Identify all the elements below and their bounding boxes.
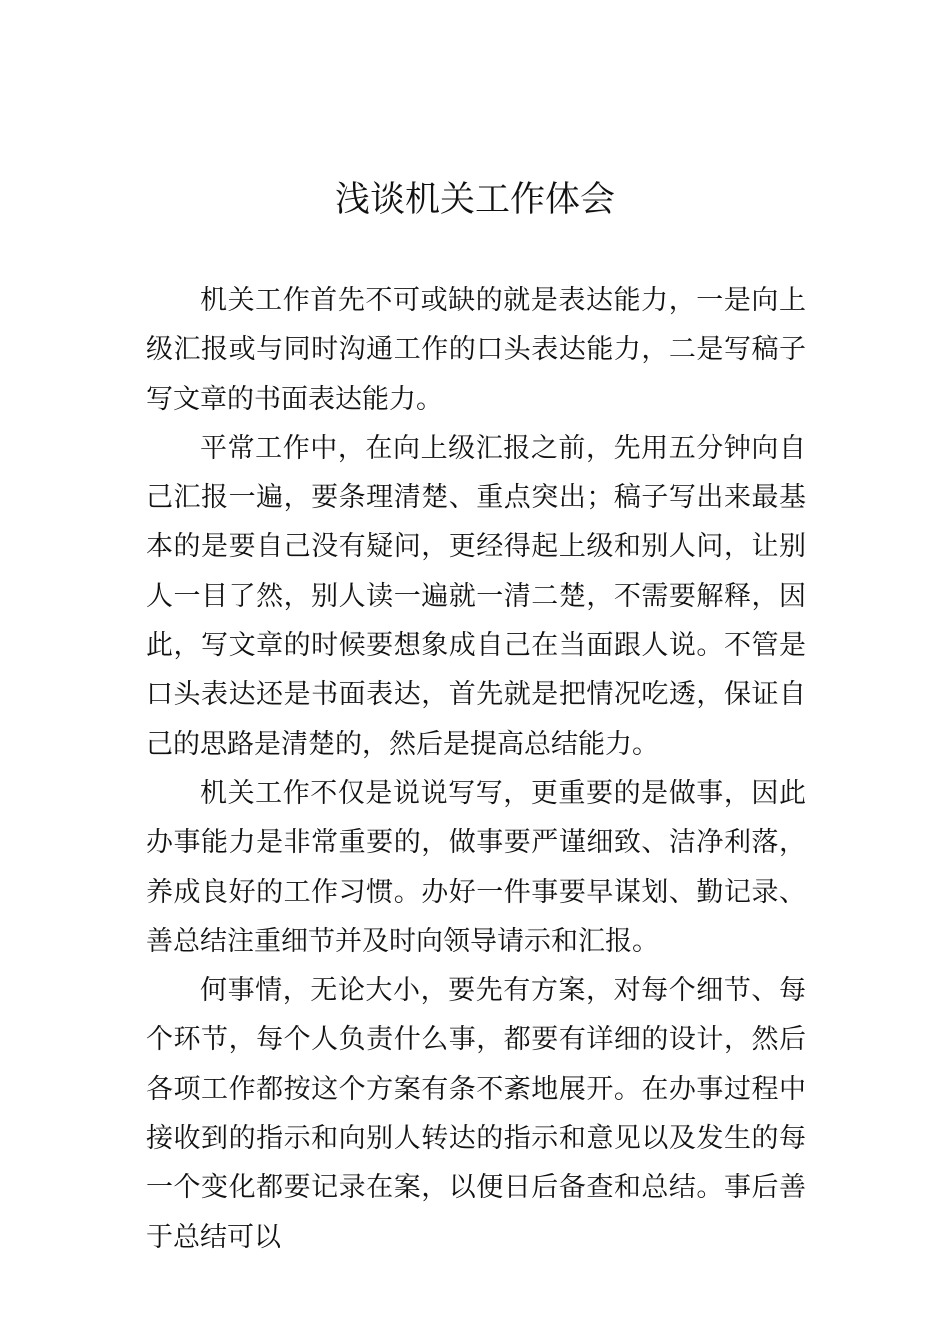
paragraph-1: 机关工作首先不可或缺的就是表达能力，一是向上级汇报或与同时沟通工作的口头表达能力，二是写稿子写文章的书面表达能力。 <box>146 285 806 415</box>
paragraph-2: 平常工作中，在向上级汇报之前，先用五分钟向自己汇报一遍，要条理清楚、重点突出；稿子写出来最基本的是要自己没有疑问，更经得起上级和别人问，让别人一目了然，别人读一遍就一清二楚，不需要解释，因此，写文章的时候要想象成自己在当面跟人说。不管是口头表达还是书面表达，首先就是把情况吃透，保证自己的思路是清楚的，然后是提高总结能力。 <box>146 432 806 760</box>
paragraph-4: 何事情，无论大小，要先有方案，对每个细节、每个环节，每个人负责什么事，都要有详细的设计，然后各项工作都按这个方案有条不紊地展开。在办事过程中接收到的指示和向别人转达的指示和意见以及发生的每一个变化都要记录在案，以便日后备查和总结。事后善于总结可以 <box>146 975 806 1253</box>
paragraph-3: 机关工作不仅是说说写写，更重要的是做事，因此办事能力是非常重要的，做事要严谨细致、洁净利落，养成良好的工作习惯。办好一件事要早谋划、勤记录、善总结注重细节并及时向领导请示和汇报。 <box>146 777 806 957</box>
document-title: 浅谈机关工作体会 <box>334 180 615 220</box>
document-body <box>146 276 806 1262</box>
